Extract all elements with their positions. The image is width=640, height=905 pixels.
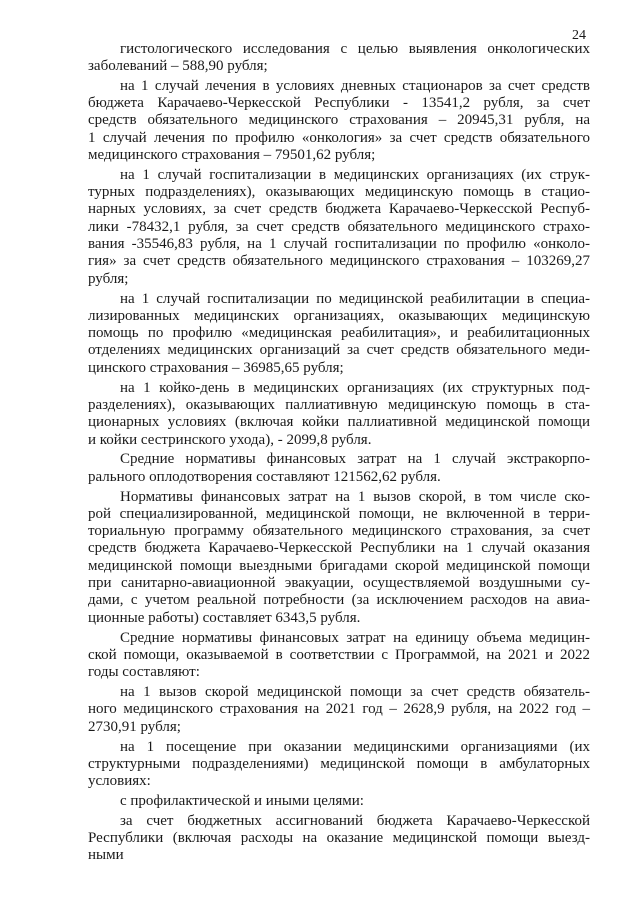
text-line: нарных условиях, за счет средств бюджета Карачаево-Черкесской Респуб- [88,201,590,218]
text-line: Нормативы финансовых затрат на 1 вызов скорой, в том числе ско- [120,488,590,505]
text-line: гия» за счет средств обязательного медицинского страхования – 103269,27 [88,253,590,270]
text-line: на 1 случай госпитализации по медицинской реабилитации в специа- [120,290,590,307]
text-line: ного медицинского страхования на 2021 год – 2628,9 рубля, на 2022 год – [88,701,590,718]
paragraph [88,380,590,449]
text-line: разделениях), оказывающих паллиативную медицинскую помощь в ста- [88,396,590,413]
text-line: гистологического исследования с целью выявления онкологических [120,40,590,57]
text-line: годы составляют: [88,664,200,681]
text-line: при санитарно-авиационной эвакуации, осуществляемой воздушными су- [88,575,590,592]
text-line: средств обязательного медицинского страхования – 20945,31 рубля, на [88,112,590,129]
text-line: с профилактической и иными целями: [120,793,364,809]
text-line: на 1 случай лечения в условиях дневных стационаров за счет средств [120,77,590,94]
text-line: ториальную программу обязательного медицинского страхования, за счет [88,523,590,540]
paragraph [88,167,590,288]
text-line: помощь по профилю «медицинская реабилитация», и реабилитационных [88,325,590,342]
text-line: медицинской помощи выездными бригадами скорой медицинской помощи [88,557,590,574]
text-line: на 1 койко-день в медицинских организациях (их структурных под- [120,379,590,396]
text-line: рального оплодотворения составляют 121562,62 рубля. [88,468,441,485]
text-line: и койки сестринского ухода), - 2099,8 рубля. [88,431,372,448]
text-line: отделениях медицинских организаций за счет средств обязательного меди- [88,342,590,359]
text-line: ционарных условиях (включая койки паллиативной медицинской помощи [88,414,590,431]
text-line: рой специализированной, медицинской помощи, не включенной в терри- [88,505,590,522]
text-line: средств бюджета Карачаево-Черкесской Республики на 1 случай оказания [88,540,590,557]
text-line: ской помощи, оказываемой в соответствии с Программой, на 2021 и 2022 [88,646,590,663]
paragraph [88,793,590,810]
paragraph [88,291,590,377]
text-line: структурными подразделениями) медицинской помощи в амбулаторных [88,755,590,772]
text-line: Средние нормативы финансовых затрат на единицу объема медицин- [120,629,590,646]
text-line: условиях: [88,773,151,790]
text-line: ционные работы) составляет 6343,5 рубля. [88,609,361,626]
paragraph [88,489,590,627]
text-line: на 1 посещение при оказании медицинскими организациями (их [120,738,590,755]
text-line: дами, с учетом реальной потребности (за исключением расходов на авиа- [88,592,590,609]
paragraph [88,684,590,736]
text-line: заболеваний – 588,90 рубля; [88,57,268,74]
text-line: ными [88,847,124,864]
text-line: 1 случай лечения по профилю «онкология» за счет средств обязательного [88,129,590,146]
paragraph [88,739,590,791]
paragraph [88,451,590,486]
text-line: Республики (включая расходы на оказание медицинской помощи выезд- [88,830,590,847]
page-number: 24 [572,28,586,43]
text-line: медицинского страхования – 79501,62 рубля; [88,146,376,163]
text-line: рубля; [88,270,129,287]
text-line: на 1 случай госпитализации в медицинских организациях (их струк- [120,166,590,183]
text-line: лики -78432,1 рубля, за счет средств обязательного медицинского страхо- [88,218,590,235]
text-line: Средние нормативы финансовых затрат на 1 случай экстракорпо- [120,451,590,468]
paragraph [88,630,590,682]
text-line: 2730,91 рубля; [88,718,181,735]
paragraph [88,78,590,164]
text-line: вания -35546,83 рубля, на 1 случай госпитализации по профилю «онколо- [88,236,590,253]
text-line: лизированных медицинских организациях, оказывающих медицинскую [88,307,590,324]
text-line: турных подразделениях), оказывающих медицинскую помощь в стацио- [88,184,590,201]
document-body [88,38,590,865]
text-line: за счет бюджетных ассигнований бюджета Карачаево-Черкесской [120,812,590,829]
text-line: бюджета Карачаево-Черкесской Республики - 13541,2 рубля, за счет [88,95,590,112]
paragraph [88,41,590,76]
text-line: на 1 вызов скорой медицинской помощи за счет средств обязатель- [120,684,590,701]
paragraph [88,813,590,865]
text-line: цинского страхования – 36985,65 рубля; [88,359,344,376]
